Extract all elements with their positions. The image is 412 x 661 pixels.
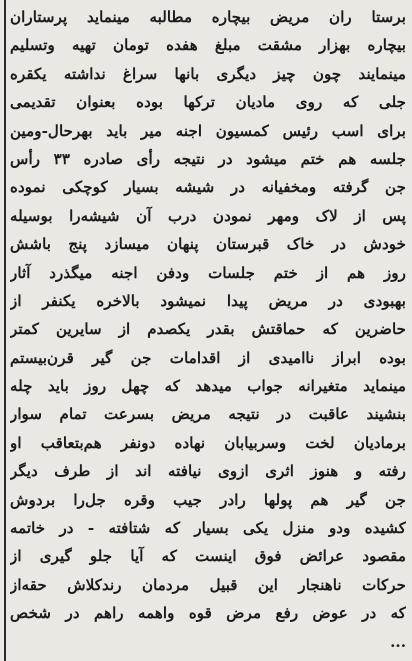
article-line-12: حاضرین که حماقتش بقدر یکصدم از سایرین کمتر [10,320,406,339]
article-line-20: مقصود عرائض فوق اینست که آیا جلو گیری از [10,547,406,566]
article-body [10,3,406,656]
article-line-22: که در عوض رفع مرض قوه واهمه راهم در شخص [10,604,406,623]
article-line-1: برستا ران مریض بیچاره مطالبه مینماید پرستاران [10,8,406,26]
article-line-9: خودش در خاک قبرستان پنهان میسازد پنج باشش [10,235,406,254]
article-line-3: مینمایند چون چیز دیگری بانها سراغ نداشته یکقره [10,64,406,83]
article-line-8: پس از لاک ومهر نمودن درب آن شیشه‌را بوسیله [10,206,406,225]
article-line-7: جن گرفته ومخفیانه در شیشه بسیار کوچکی نموده [10,178,406,197]
article-line-16: برمادیان لخت وسربیابان نهاده دونفر هم‌بتعاقب او [10,433,406,452]
article-line-18: جن گیر هم پولها رادر جیب وقره جل‌را بردوش [10,490,406,509]
article-line-6: جلسه هم ختم میشود در نتیجه رأی صادره ۳۳ رأس [10,149,406,168]
article-line-10: روز هم از ختم جلسات ودفن اجنه میگذرد آثار [10,263,406,282]
article-line-21: حرکات ناهنجار این قبیل مردمان رندکلاش حقه‌از [10,575,406,594]
article-line-14: مینماید متغیرانه جواب میدهد که چهل روز باید چله [10,377,406,396]
article-line-13: بوده ابراز ناامیدی از اقدامات جن گیر قرن‌بیستم [10,348,406,367]
article-line-19: کشیده ودو منزل یکی بسیار که شتافته - در خاتمه [10,519,406,538]
article-line-11: بهبودی در مریض پیدا نمیشود بالاخره یکنفر از [10,291,406,310]
article-line-5: برای اسب رئیس کمسیون اجنه میر باید بهرحال-ومین [10,121,406,140]
article-line-17: رفته و هنوز اثری ازوی نیافته اند از طرف دیگر [10,462,406,481]
article-line-4: جلی که روی مادیان ترکها بوده بعنوان تقدیمی [10,93,406,112]
article-line-2: بیچاره بهزار مشقت مبلغ هفده تومان تهیه وتسلیم [10,36,406,55]
article-line-23: ... [390,632,406,651]
article-line-15: بنشیند عاقبت در نتیجه مریض بسرعت تمام سوار [10,405,406,424]
column-divider-line [4,0,6,661]
